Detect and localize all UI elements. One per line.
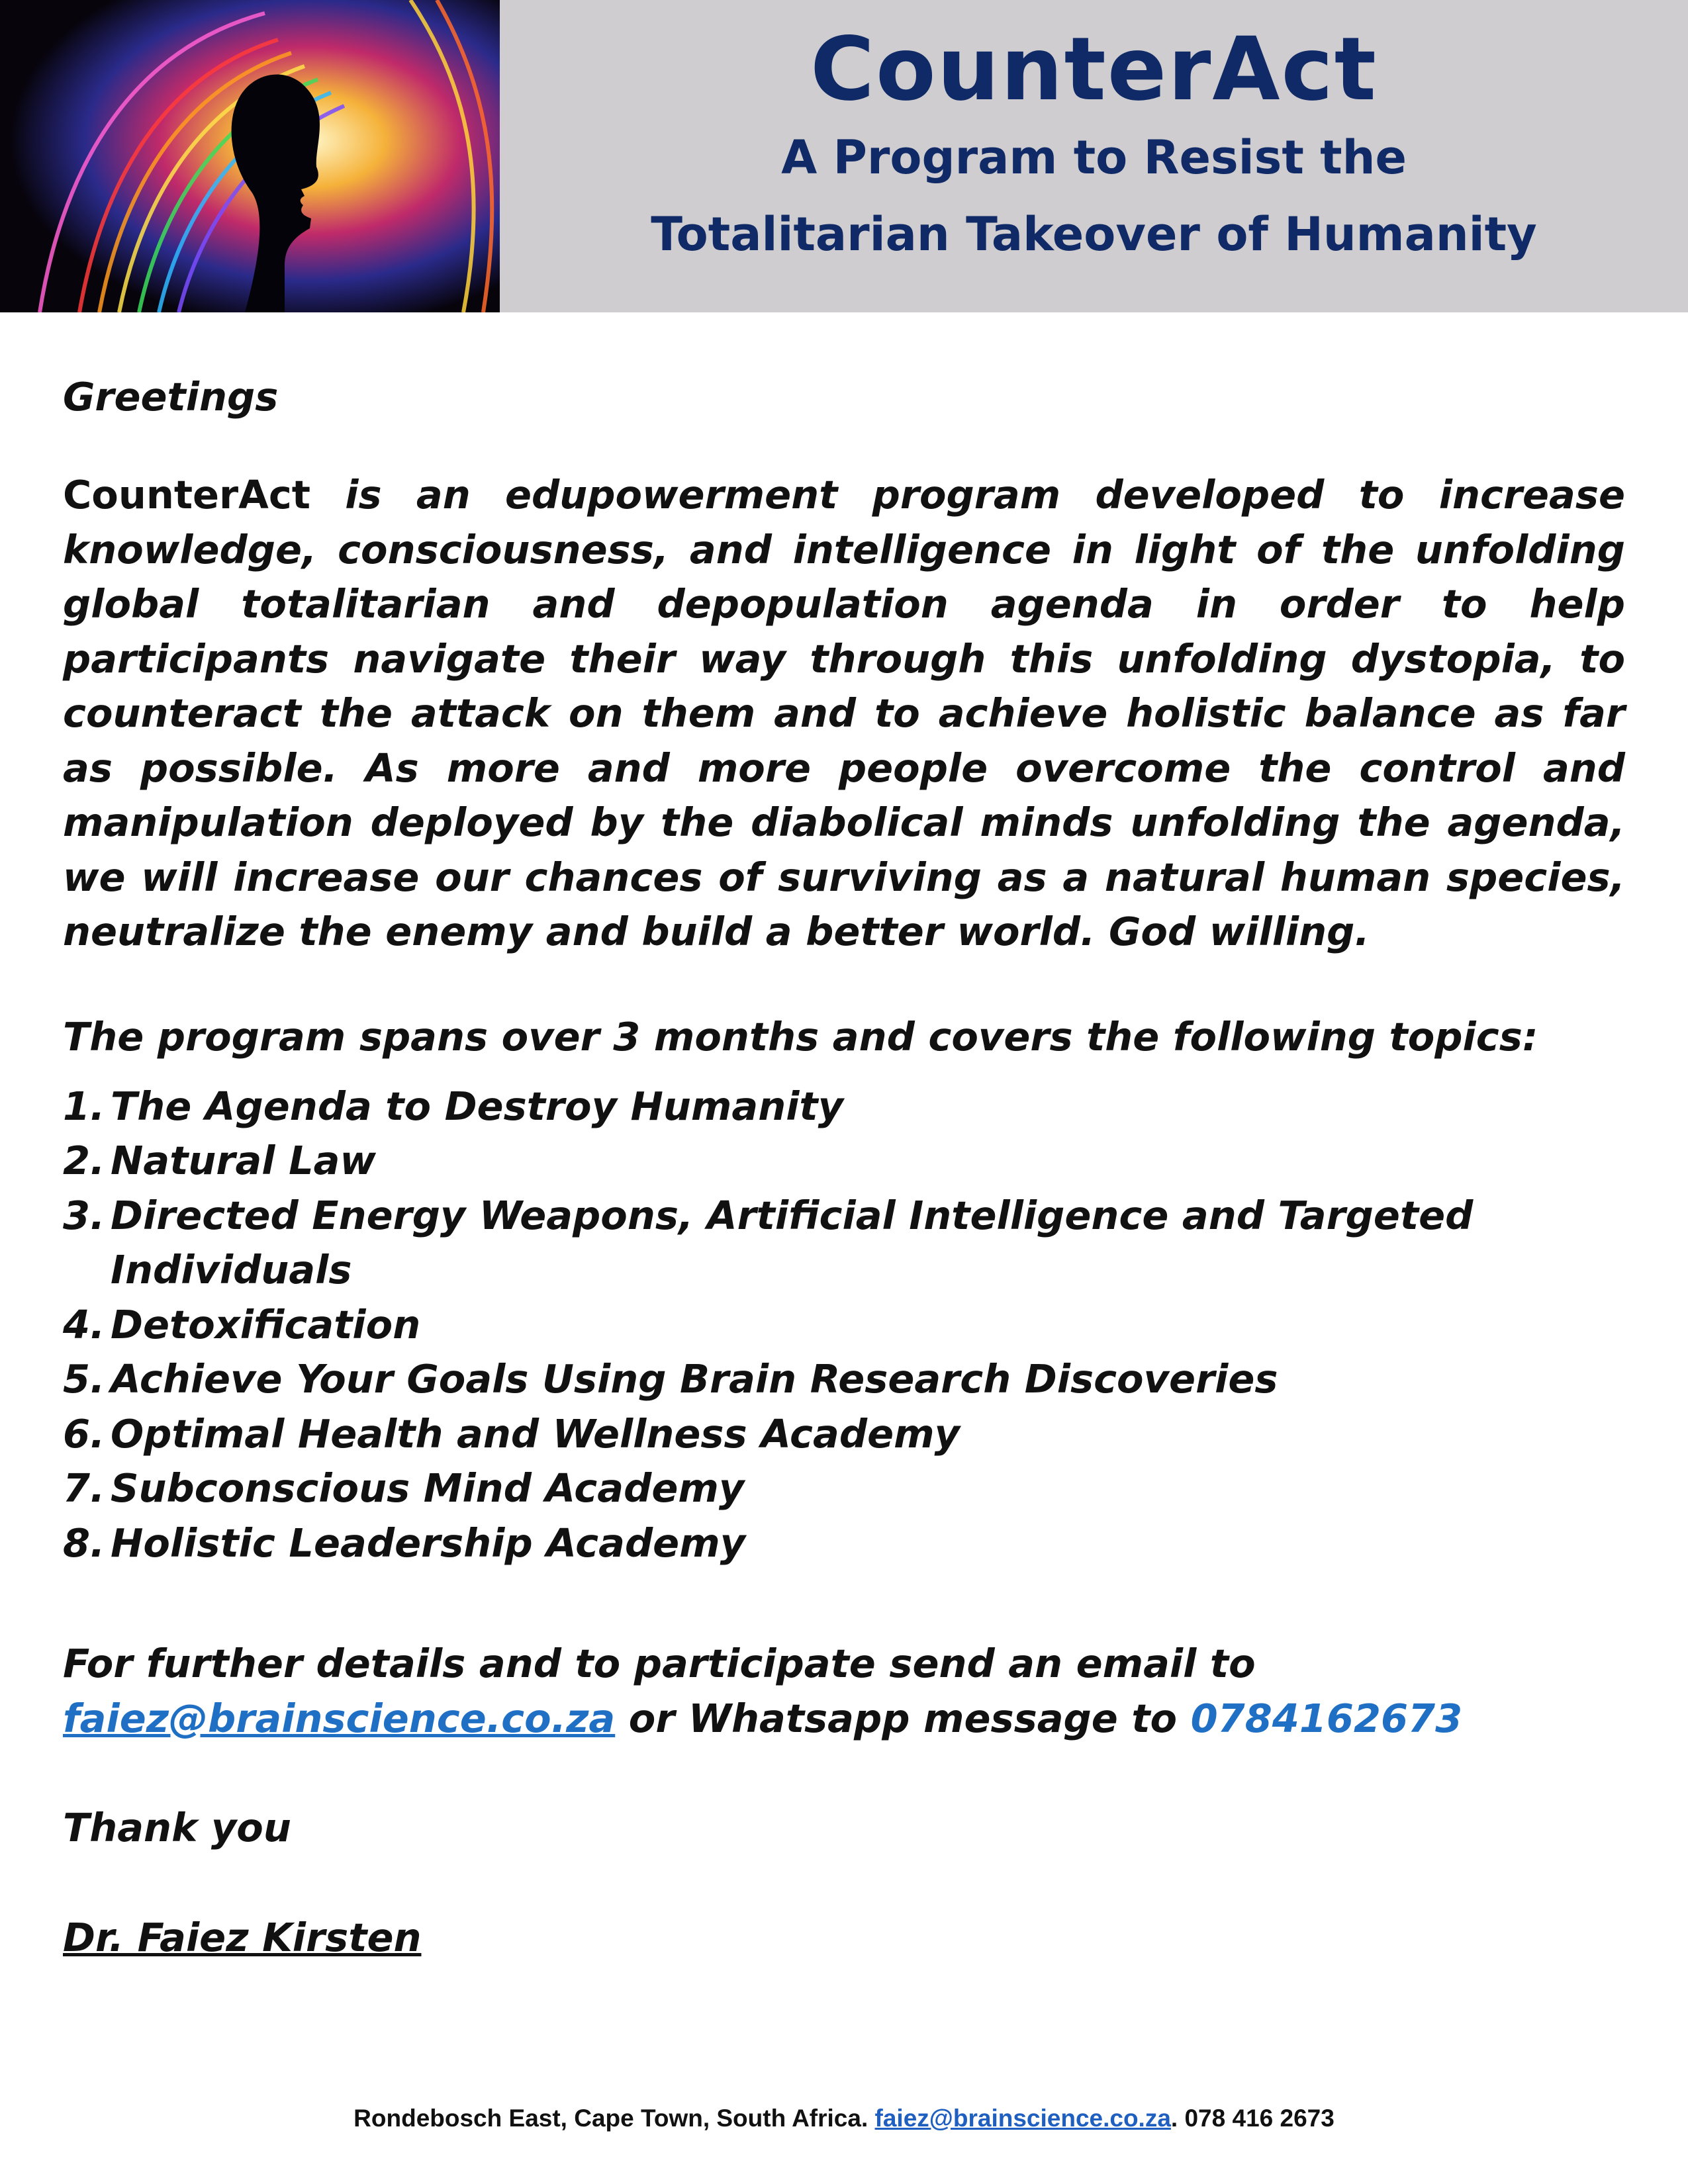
contact-phone[interactable]: 0784162673 [1190, 1695, 1463, 1741]
intro-paragraph [63, 468, 1625, 960]
topic-item [63, 1134, 1625, 1189]
greeting: Greetings [63, 374, 279, 420]
head-silhouette-art-icon [0, 0, 500, 312]
intro-body: is an edupowerment program developed to increase knowledge, consciousness, and intelligence in light of the unfolding global totalitarian and depopulation agenda in order to help participants navigate their way through this unfolding dystopia, to counteract the attack on them and to achieve holistic balance as far as possible. As more and more people overcome the control and manipulation deployed by the diabolical minds unfolding the agenda, we will increase our chances of surviving as a natural human species, neutralize the enemy and build a better world. God willing. [63, 472, 1625, 954]
footer [0, 2105, 1688, 2132]
topic-number: 4. [63, 1301, 105, 1347]
intro-lead: CounterAct [63, 472, 310, 518]
footer-phone: . 078 416 2673 [1170, 2105, 1335, 2132]
topic-item [63, 1079, 1625, 1134]
topic-text: Optimal Health and Wellness Academy [111, 1410, 961, 1457]
banner-title-block [500, 20, 1688, 273]
contact-paragraph [63, 1637, 1625, 1746]
banner-title: CounterAct [810, 19, 1378, 120]
contact-middle: or Whatsapp message to [615, 1695, 1191, 1741]
topic-number: 1. [63, 1083, 105, 1129]
contact-prefix: For further details and to participate send an email to [63, 1641, 1256, 1686]
topic-number: 7. [63, 1465, 105, 1511]
topic-item [63, 1189, 1625, 1298]
banner-subtitle-line-2: Totalitarian Takeover of Humanity [651, 207, 1537, 261]
footer-email-link[interactable]: faiez@brainscience.co.za [874, 2105, 1171, 2132]
signature: Dr. Faiez Kirsten [63, 1915, 422, 1960]
topic-text: Subconscious Mind Academy [111, 1465, 745, 1511]
banner-image [0, 0, 500, 312]
topic-text: Natural Law [111, 1138, 376, 1183]
header-banner [0, 0, 1688, 312]
topic-text: Detoxification [111, 1301, 421, 1347]
topic-number: 3. [63, 1192, 105, 1238]
topic-number: 5. [63, 1356, 105, 1402]
topic-item [63, 1298, 1625, 1353]
closing: Thank you [63, 1805, 291, 1850]
topic-item [63, 1407, 1625, 1462]
topic-item [63, 1352, 1625, 1407]
topic-number: 6. [63, 1410, 105, 1457]
topics-list [63, 1079, 1625, 1571]
topic-number: 2. [63, 1138, 105, 1183]
topic-text: Holistic Leadership Academy [111, 1520, 746, 1566]
topic-number: 8. [63, 1520, 105, 1566]
letter-body [63, 361, 1625, 1966]
contact-email-link[interactable]: faiez@brainscience.co.za [63, 1695, 616, 1741]
topic-text: Directed Energy Weapons, Artificial Intelligence and Targeted Individuals [111, 1192, 1474, 1293]
footer-address: Rondebosch East, Cape Town, South Africa. [353, 2105, 875, 2132]
topic-item [63, 1516, 1625, 1571]
topic-item [63, 1461, 1625, 1516]
banner-subtitle-line-1: A Program to Resist the [781, 130, 1407, 185]
topics-intro: The program spans over 3 months and covers the following topics: [63, 1013, 1538, 1060]
topic-text: The Agenda to Destroy Humanity [111, 1083, 844, 1129]
topic-text: Achieve Your Goals Using Brain Research Discoveries [111, 1356, 1278, 1402]
